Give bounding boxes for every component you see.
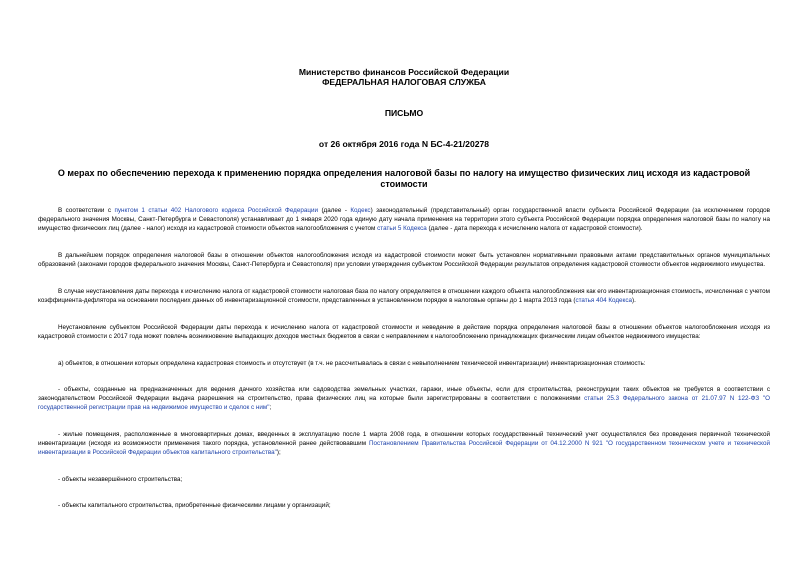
document-type: ПИСЬМО <box>384 108 424 118</box>
paragraph-9 <box>38 501 770 510</box>
paragraph-7 <box>38 430 770 457</box>
paragraph-text: В дальнейшем порядок определения налоговой базы в отношении объектов налогообложения исходя из кадастровой стоимости может быть установлен нормативными правовыми актами представительных органов муниципальных образований (законами городов федерального значения Москвы, Санкт-Петербурга и Севастополя) при условии утверждения субъектом Российской Федерации результатов определения кадастровой стоимости объектов недвижимого имущества. <box>38 252 770 268</box>
service-name: ФЕДЕРАЛЬНАЯ НАЛОГОВАЯ СЛУЖБА <box>322 77 486 87</box>
link-article-402[interactable]: пунктом 1 статьи 402 Налогового кодекса Российской Федерации <box>114 207 319 214</box>
document-date-number: от 26 октября 2016 года N БС-4-21/20278 <box>318 139 490 149</box>
paragraph-text: В случае неустановления даты перехода к исчислению налога от кадастровой стоимости налоговая база по налогу определяется в отношении каждого объекта налогообложения как его инвентаризационная стоимость, исчисленная с учетом коэффициента-дефлятора на основании последних данных об инвентаризационной стоимости, представленных в установленном порядке в налоговые органы до 1 марта 2013 года ( <box>38 288 770 304</box>
paragraph-8 <box>38 475 770 484</box>
paragraph-text: - объекты капитального строительства, приобретенные физическими лицами у организаций; <box>58 502 331 509</box>
paragraph-text: (далее - дата перехода к исчислению налога от кадастровой стоимости). <box>426 225 643 232</box>
paragraph-text: ); <box>276 449 281 456</box>
paragraph-2 <box>38 251 770 269</box>
paragraph-text: - жилые помещения, расположенные в многоквартирных домах, введенных в эксплуатацию после 1 марта 2008 года, в отношении которых государственный технический учет осуществлялся без проведения первичной технической инвентаризации (исходя из возможности применения такого порядка, установленной ранее действовавшим <box>38 431 770 447</box>
paragraph-text: Неустановление субъектом Российской Федерации даты перехода к исчислению налога от кадастровой стоимости и неведение в действие порядка определения налоговой базы в отношении объектов налогообложения исходя из кадастровой стоимости с 2017 года может повлечь возникновение выпадающих доходов местных бюджетов в связи с неправлением к налогообложению принадлежащих физическим лицам объектов недвижимого имущества: <box>38 324 770 340</box>
paragraph-6 <box>38 385 770 412</box>
paragraph-1 <box>38 206 770 233</box>
paragraph-text: ). <box>632 297 636 304</box>
paragraph-text: (далее - <box>318 207 351 214</box>
paragraph-text: - объекты незавершённого строительства; <box>58 476 183 483</box>
link-resolution-921[interactable]: Постановлением Правительства Российской Федерации от 04.12.2000 N 921 "О государственном техническом учете и технической инвентаризации в Российской Федерации объектов капитального строительства" <box>38 440 770 456</box>
link-code[interactable]: Кодекс <box>350 207 371 214</box>
document-body <box>38 206 770 528</box>
paragraph-3 <box>38 287 770 305</box>
paragraph-4 <box>38 323 770 341</box>
link-article-5[interactable]: статьи 5 Кодекса <box>377 225 427 232</box>
paragraph-5 <box>38 359 770 368</box>
ministry-name: Министерство финансов Российской Федерации <box>298 67 510 77</box>
paragraph-text: а) объектов, в отношении которых определена кадастровая стоимость и отсутствует (в т.ч. не рассчитывалась в связи с невыполнением технической инвентаризации) инвентаризационная стоимость: <box>58 360 646 367</box>
paragraph-text: В соответствии с <box>58 207 115 214</box>
link-federal-law-122[interactable]: статьи 25.3 Федерального закона от 21.07.97 N 122-ФЗ "О государственной регистрации прав на недвижимое имущество и сделок с ним" <box>38 395 770 411</box>
paragraph-text: ) законодательный (представительный) орган государственной власти субъекта Российской Федерации (за исключением городов федерального значения Москвы, Санкт-Петербурга и Севастополя) устанавливает до 1 января 2020 года единую дату начала применения на территории этого субъекта Российской Федерации порядка определения налоговой базы по налогу на имущество физических лиц (далее - налог) исходя из кадастровой стоимости объектов налогообложения с учетом <box>38 207 770 232</box>
paragraph-text: - объекты, созданные на предназначенных для ведения дачного хозяйства или садоводства земельных участках, гаражи, иные объекты, если для строительства, реконструкции таких объектов не требуется в соответствии с законодательством Российской Федерации выдача разрешения на строительство, права физических лиц на которые были зарегистрированы в соответствии с положениями <box>38 386 770 402</box>
paragraph-text: ; <box>269 404 272 411</box>
link-article-404[interactable]: статья 404 Кодекса <box>575 297 633 304</box>
document-subject: О мерах по обеспечению перехода к применению порядка определения налоговой базы по налогу на имущество физических лиц исходя из кадастровой стоимости <box>57 168 751 189</box>
